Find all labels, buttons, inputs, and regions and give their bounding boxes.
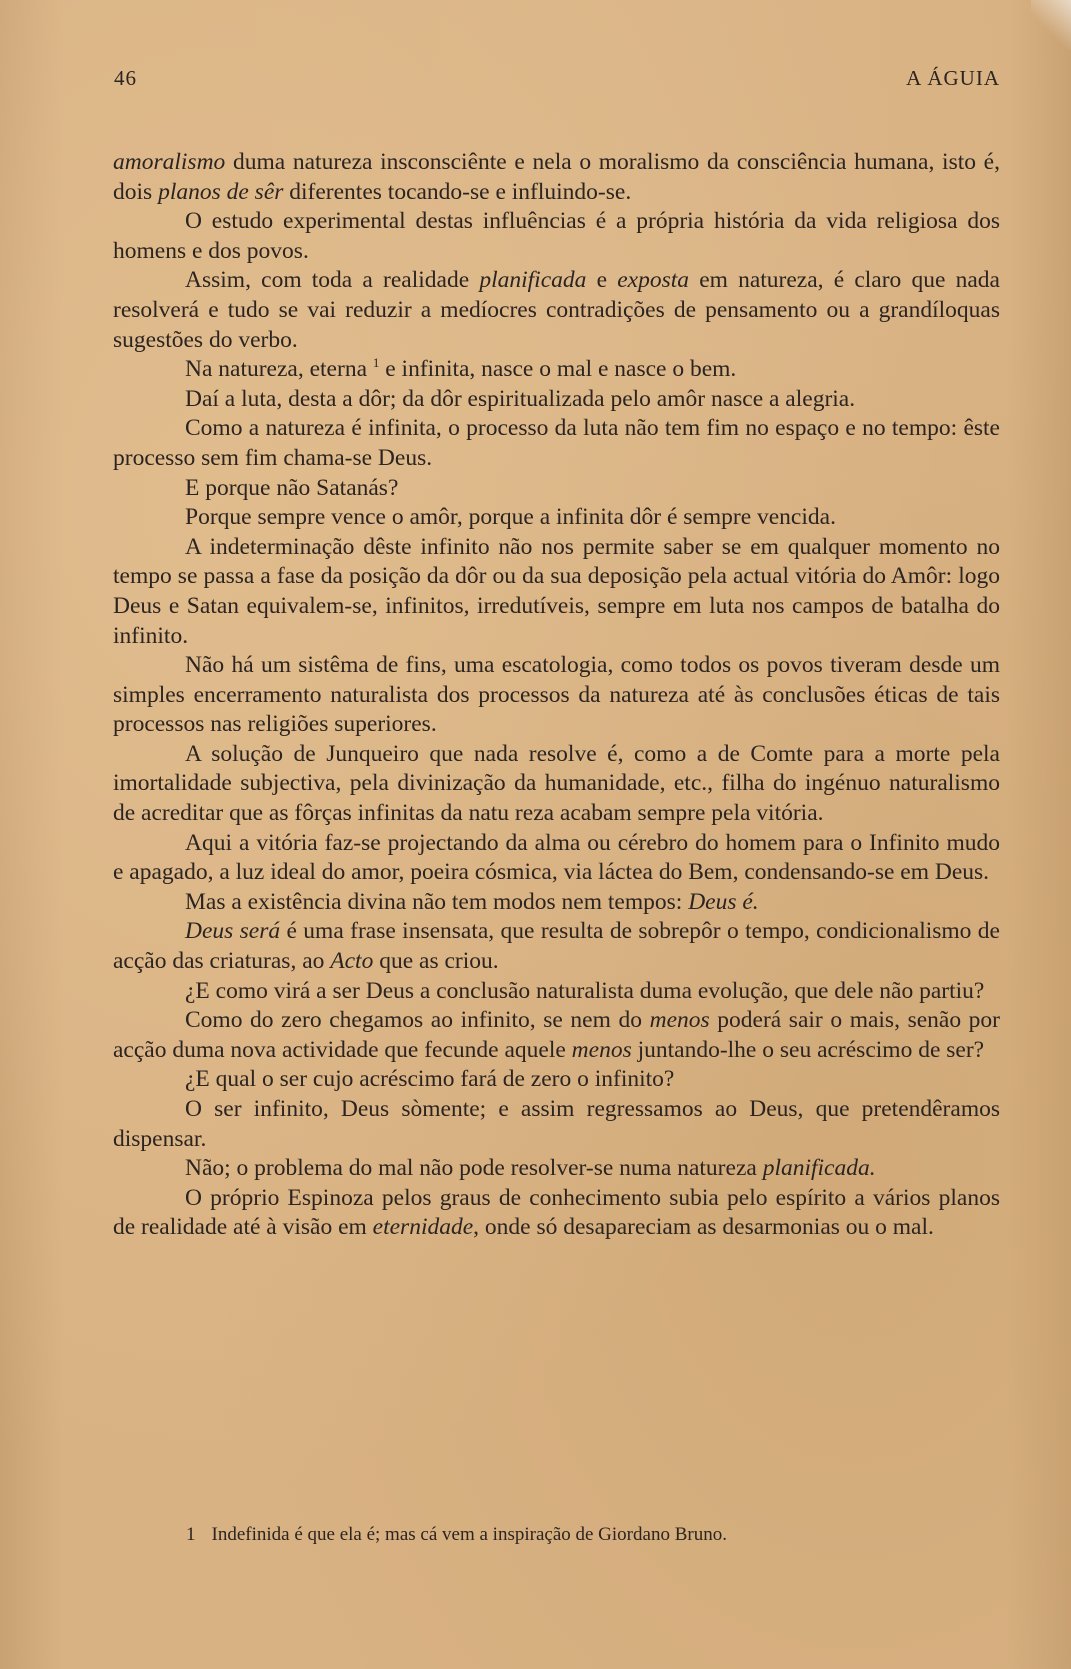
footnote-reference: 1 <box>372 355 380 371</box>
italic-text: eternidade <box>372 1214 474 1241</box>
text-run: juntando-lhe o seu acréscimo de ser? <box>631 1036 985 1063</box>
page-header <box>114 66 1000 96</box>
text-run: diferentes tocando-se e influindo-se. <box>283 178 632 205</box>
text-run: Como do zero chegamos ao infinito, se nem do <box>185 1007 650 1034</box>
paragraph <box>113 977 1000 1007</box>
text-run: ¿E qual o ser cujo acréscimo fará de zero o infinito? <box>185 1066 675 1093</box>
text-run: ¿E como virá a ser Deus a conclusão naturalista duma evolução, que dele não partiu? <box>185 977 985 1004</box>
page-corner-fold <box>1031 0 1071 50</box>
text-run: Mas a existência divina não tem modos nem tempos: <box>185 888 689 915</box>
italic-text: planificada. <box>762 1155 876 1182</box>
text-run: E porque não Satanás? <box>185 474 399 501</box>
text-run: Assim, com toda a realidade <box>185 267 480 294</box>
text-run: Porque sempre vence o amôr, porque a infinita dôr é sempre vencida. <box>185 504 836 531</box>
paragraph <box>113 266 1000 355</box>
paragraph <box>113 829 1000 888</box>
paragraph <box>113 414 1000 473</box>
text-run: é uma frase insensata, que resulta de sobrepôr o tempo, condicionalismo de acção das criaturas, ao <box>113 918 1000 975</box>
paragraph <box>113 1065 1000 1095</box>
text-run: , onde só desapareciam as desarmonias ou o mal. <box>473 1214 934 1241</box>
text-run: A solução de Junqueiro que nada resolve é, como a de Comte para a morte pela imortalidade subjectiva, pela divinização da humanidade, etc., filha do ingénuo naturalismo de acreditar que as fôrças infinitas da natu reza acabam sempre pela vitória. <box>113 740 1000 827</box>
page-number: 46 <box>114 66 137 90</box>
text-run: Na natureza, eterna <box>185 356 373 383</box>
italic-text: amoralismo <box>113 149 226 175</box>
paragraph <box>113 917 1000 976</box>
paragraph <box>113 740 1000 829</box>
italic-text: Deus será <box>185 918 281 945</box>
paragraph <box>113 474 1000 504</box>
text-run: O ser infinito, Deus sòmente; e assim regressamos ao Deus, que pretendêramos dispensar. <box>113 1096 1000 1152</box>
text-run: Como a natureza é infinita, o processo da luta não tem fim no espaço e no tempo: êste processo sem fim chama-se Deus. <box>113 415 1000 471</box>
text-run: O estudo experimental destas influências é a própria história da vida religiosa dos homens e dos povos. <box>113 208 1000 264</box>
text-run: A indeterminação dêste infinito não nos permite saber se em qualquer momento no tempo se passa a fase da posição da dôr ou da sua deposição pela actual vitória do Amôr: logo Deus e Satan equivalem-se, infinitos, irredutíveis, sempre em luta nos campos de batalha do infinito. <box>113 533 1000 649</box>
text-run: Aqui a vitória faz-se projectando da alma ou cérebro do homem para o Infinito mudo e apagado, a luz ideal do amor, poeira cósmica, via láctea do Bem, condensando-se em Deus. <box>113 829 1000 886</box>
text-run: que as criou. <box>373 948 499 975</box>
paragraph <box>113 355 1000 385</box>
italic-text: planos de sêr <box>158 178 284 205</box>
text-run: e infinita, nasce o mal e nasce o bem. <box>379 356 737 383</box>
paragraph <box>113 148 1000 207</box>
paragraph <box>113 1095 1000 1154</box>
text-run: Não há um sistêma de fins, uma escatologia, como todos os povos tiveram desde um simples encerramento naturalista dos processos da natureza até às conclusões éticas de tais processos nas religiões superiores. <box>113 652 1000 738</box>
italic-text: exposta <box>617 267 689 294</box>
text-run: poderá sair o mais, senão por acção duma nova actividade que fecunde aquele <box>113 1007 1001 1063</box>
paragraph <box>113 651 1000 740</box>
italic-text: Deus é. <box>688 888 759 915</box>
paragraph <box>113 1154 1000 1184</box>
text-run: O próprio Espinoza pelos graus de conhecimento subia pelo espírito a vários planos de realidade até à visão em <box>113 1184 1000 1241</box>
paragraph <box>113 1006 1000 1065</box>
paragraph <box>113 385 1000 415</box>
footnote <box>186 1523 986 1547</box>
paragraph <box>113 533 1000 651</box>
footnote-mark: 1 <box>186 1524 196 1545</box>
running-title: A ÁGUIA <box>906 66 1000 90</box>
text-run: e <box>586 267 618 294</box>
paragraph <box>113 503 1000 533</box>
italic-text: Acto <box>330 948 374 975</box>
paragraph <box>113 1184 1000 1243</box>
footnote-text: Indefinida é que ela é; mas cá vem a inspiração de Giordano Bruno. <box>211 1524 727 1545</box>
italic-text: menos <box>649 1007 710 1034</box>
text-run: Não; o problema do mal não pode resolver-se numa natureza <box>185 1155 763 1182</box>
text-run: em natureza, é claro que nada resolverá e tudo se vai reduzir a medíocres contradições de pensamento ou a grandíloquas sugestões do verbo. <box>113 267 1000 353</box>
body-text <box>113 148 1000 1243</box>
italic-text: menos <box>571 1036 632 1063</box>
italic-text: planificada <box>479 267 587 294</box>
paragraph <box>113 207 1000 266</box>
text-run: duma natureza insconsciênte e nela o moralismo da consciência humana, isto é, dois <box>113 149 1000 205</box>
text-run: Daí a luta, desta a dôr; da dôr espiritualizada pelo amôr nasce a alegria. <box>185 385 856 412</box>
paragraph <box>113 888 1000 918</box>
